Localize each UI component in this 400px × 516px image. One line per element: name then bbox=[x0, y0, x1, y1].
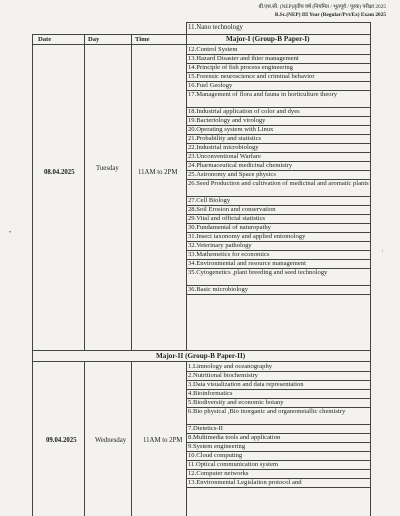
exam-title-english: B.Sc.(NEP) III Year (Regular/Pvt/Ex) Exam 2025 bbox=[274, 12, 386, 18]
subject-item: 26.Seed Production and cultivation of medicinal and aromatic plants bbox=[188, 180, 369, 187]
subject-item: 18.Industrial application of color and dyes bbox=[188, 108, 300, 115]
subject-item: 31.Insect taxonomy and applied entomology bbox=[188, 233, 306, 240]
subject-item: 34.Environmental and resource management bbox=[188, 260, 306, 267]
exam-date: 08.04.2025 bbox=[44, 169, 75, 176]
row-rule bbox=[186, 487, 370, 488]
subject-item: 21.Probability and statistics bbox=[188, 135, 262, 142]
subject-item: 12.Computer networks bbox=[188, 470, 249, 477]
exam-time: 11AM to 2PM bbox=[143, 437, 183, 444]
exam-date: 09.04.2025 bbox=[46, 437, 77, 444]
subject-item: 36.Basic microbiology bbox=[188, 286, 249, 293]
subject-item: 13.Hazard Disaster and thier management bbox=[188, 55, 299, 62]
subject-item: 15.Forensic neuroscience and criminal behavior bbox=[188, 73, 315, 80]
subject-item: 32.Veterinary pathology bbox=[188, 242, 252, 249]
subject-item: 12.Control System bbox=[188, 46, 238, 53]
exam-day: Wednesday bbox=[95, 437, 127, 444]
subject-item: 8.Multimedia tools and application bbox=[188, 434, 281, 441]
section-title-major-2: Major-II (Group-B Paper-II) bbox=[156, 351, 246, 360]
subject-item: 24.Pharmaceutical medicinal chemistry bbox=[188, 162, 293, 169]
subject-item: 25.Astronomy and Space physics bbox=[188, 171, 276, 178]
subject-item: 17.Management of flora and fauna in horticulture theory bbox=[188, 91, 338, 98]
column-header-time: Time bbox=[135, 36, 150, 43]
table-rule bbox=[32, 361, 370, 362]
subject-item: 13.Environmental Legislation protocol and bbox=[188, 479, 302, 486]
table-rule bbox=[131, 34, 132, 350]
column-header-day: Day bbox=[88, 36, 100, 43]
subject-item: 6.Bio physical ,Bio inorganic and organometallic chemistry bbox=[188, 408, 346, 415]
subject-item: 7.Dietetics-II bbox=[188, 425, 223, 432]
subject-item: 23.Unconventional Warfare bbox=[188, 153, 261, 160]
subject-item: 16.Fuel Geology bbox=[188, 82, 233, 89]
subject-item: 10.Cloud computing bbox=[188, 452, 243, 459]
subject-item: 14.Principle of fish process engineering bbox=[188, 64, 293, 71]
subject-item: 20.Operating system with Linux bbox=[188, 126, 274, 133]
table-rule bbox=[186, 361, 187, 516]
table-rule bbox=[84, 34, 85, 350]
scan-mark: • bbox=[9, 230, 12, 236]
subject-item: 4.Bioinformatics bbox=[188, 390, 233, 397]
section-title-major-1: Major-I (Group-B Paper-I) bbox=[226, 34, 310, 43]
subject-item: 3.Data visualization and data representation bbox=[188, 381, 304, 388]
table-rule bbox=[84, 361, 85, 516]
subject-item: 29.Vital and official statistics bbox=[188, 215, 266, 222]
subject-item: 11.Optical communication system bbox=[188, 461, 279, 468]
table-rule bbox=[32, 34, 33, 516]
table-rule bbox=[131, 361, 132, 516]
table-rule bbox=[32, 44, 370, 45]
subject-item: 2.Nutritional biochemistry bbox=[188, 372, 258, 379]
table-rule bbox=[370, 22, 371, 516]
exam-time: 11AM to 2PM bbox=[138, 169, 178, 176]
subject-item: 33.Mathemetics for economics bbox=[188, 251, 270, 258]
subject-item: 22.Industrial microbiology bbox=[188, 144, 259, 151]
subject-item: 35.Cytogenetics ,plant breeding and seed technology bbox=[188, 269, 328, 276]
scan-mark: ' bbox=[382, 250, 384, 256]
subject-item: 9.System engineering bbox=[188, 443, 246, 450]
subject-item: 27.Cell Biology bbox=[188, 197, 231, 204]
subject-item: 28.Soil Erosion and conservation bbox=[188, 206, 276, 213]
subject-item: 30.Fundamental of naturopathy bbox=[188, 224, 271, 231]
table-rule bbox=[32, 34, 370, 35]
subject-item: 1.Limnology and oceanography bbox=[188, 363, 273, 370]
column-header-date: Date bbox=[38, 36, 52, 43]
exam-day: Tuesday bbox=[96, 165, 119, 172]
subject-item: 5.Biodiversity and economic botany bbox=[188, 399, 284, 406]
row-rule bbox=[186, 294, 370, 295]
subject-item: 11.Nano technology bbox=[188, 23, 243, 31]
exam-title-hindi: बी.एस.सी. (NEP)तृतीय वर्ष (नियमित / भूतपूर्व / पूरक) परीक्षा 2025 bbox=[258, 4, 386, 10]
subject-item: 19.Bacteriology and virology bbox=[188, 117, 266, 124]
